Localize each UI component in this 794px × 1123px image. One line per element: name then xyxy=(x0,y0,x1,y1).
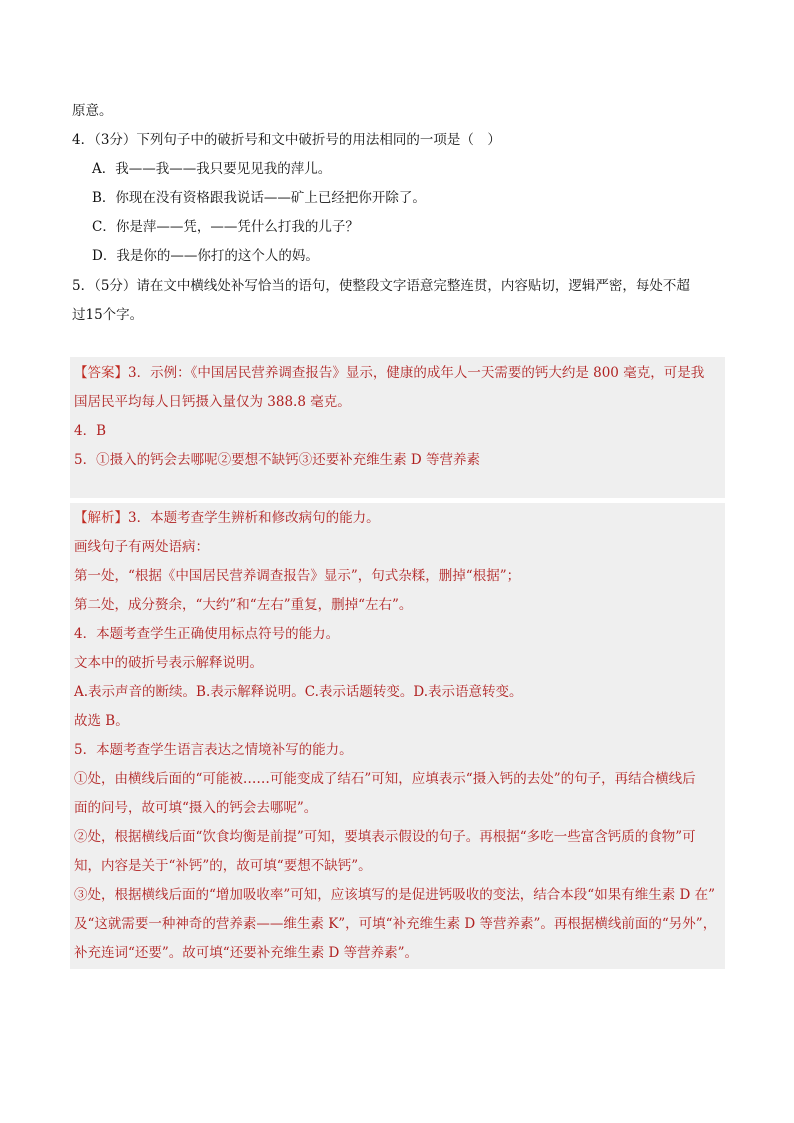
analysis-line-11: 面的问号，故可填“摄入的钙会去哪呢”。 xyxy=(74,800,318,816)
analysis-line-2: 画线句子有两处语病： xyxy=(74,539,209,555)
analysis-line-1 xyxy=(74,508,722,528)
analysis-line-3: 第一处，“根据《中国居民营养调查报告》显示”，句式杂糅，删掉“根据”； xyxy=(74,568,521,584)
question-4-option-c: C．你是萍——凭，——凭什么打我的儿子？ xyxy=(92,219,359,235)
analysis-line-4: 第二处，成分赘余，“大约”和“左右”重复，删掉“左右”。 xyxy=(74,597,413,613)
analysis-line-12: ②处，根据横线后面“饮食均衡是前提”可知，要填表示假设的句子。再根据“多吃一些富含钙质的食物”可 xyxy=(74,829,696,845)
previous-answer-tail: 原意。 xyxy=(72,103,113,119)
analysis-line-1-text: 3．本题考查学生辨析和修改病句的能力。 xyxy=(128,510,380,526)
question-4-option-a: A．我——我——我只要见见我的萍儿。 xyxy=(92,161,332,177)
question-5-stem-line1: 5．（5分）请在文中横线处补写恰当的语句，使整段文字语意完整连贯，内容贴切，逻辑严密，每处不超 xyxy=(72,278,690,294)
answer-3-line1 xyxy=(74,363,722,383)
answer-3-line2: 国居民平均每人日钙摄入量仅为 388.8 毫克。 xyxy=(74,394,351,410)
analysis-line-10: ①处，由横线后面的“可能被……可能变成了结石”可知，应填表示“摄入钙的去处”的句子，再结合横线后 xyxy=(74,771,696,787)
analysis-tag: 【解析】 xyxy=(74,510,128,526)
analysis-line-5: 4．本题考查学生正确使用标点符号的能力。 xyxy=(74,626,340,642)
analysis-line-14: ③处，根据横线后面的“增加吸收率”可知，应该填写的是促进钙吸收的变法，结合本段“如果有维生素 D 在” xyxy=(74,887,716,903)
analysis-line-7: A.表示声音的断续。B.表示解释说明。C.表示话题转变。D.表示语意转变。 xyxy=(74,684,523,700)
analysis-line-8: 故选 B。 xyxy=(74,713,129,729)
question-4-option-b: B．你现在没有资格跟我说话——矿上已经把你开除了。 xyxy=(92,190,426,206)
analysis-line-9: 5．本题考查学生语言表达之情境补写的能力。 xyxy=(74,742,353,758)
question-4-option-d: D．我是你的——你打的这个人的妈。 xyxy=(92,248,319,264)
question-4-stem: 4．（3分）下列句子中的破折号和文中破折号的用法相同的一项是（ ） xyxy=(72,132,501,148)
answer-5: 5．①摄入的钙会去哪呢②要想不缺钙③还要补充维生素 D 等营养素 xyxy=(74,452,480,468)
answer-tag: 【答案】 xyxy=(74,365,128,381)
answer-3-text: 3．示例：《中国居民营养调查报告》显示，健康的成年人一天需要的钙大约是 800 毫克，可是我 xyxy=(128,365,705,381)
analysis-line-16: 补充连词“还要”。故可填“还要补充维生素 D 等营养素”。 xyxy=(74,945,419,961)
question-5-stem-line2: 过15个字。 xyxy=(72,307,144,323)
analysis-line-6: 文本中的破折号表示解释说明。 xyxy=(74,655,263,671)
analysis-line-13: 知，内容是关于“补钙”的，故可填“要想不缺钙”。 xyxy=(74,858,372,874)
answer-4: 4．B xyxy=(74,423,107,439)
analysis-line-15: 及“这就需要一种神奇的营养素——维生素 K”，可填“补充维生素 D 等营养素”。再根据横线前面的“另外”， xyxy=(74,916,717,932)
